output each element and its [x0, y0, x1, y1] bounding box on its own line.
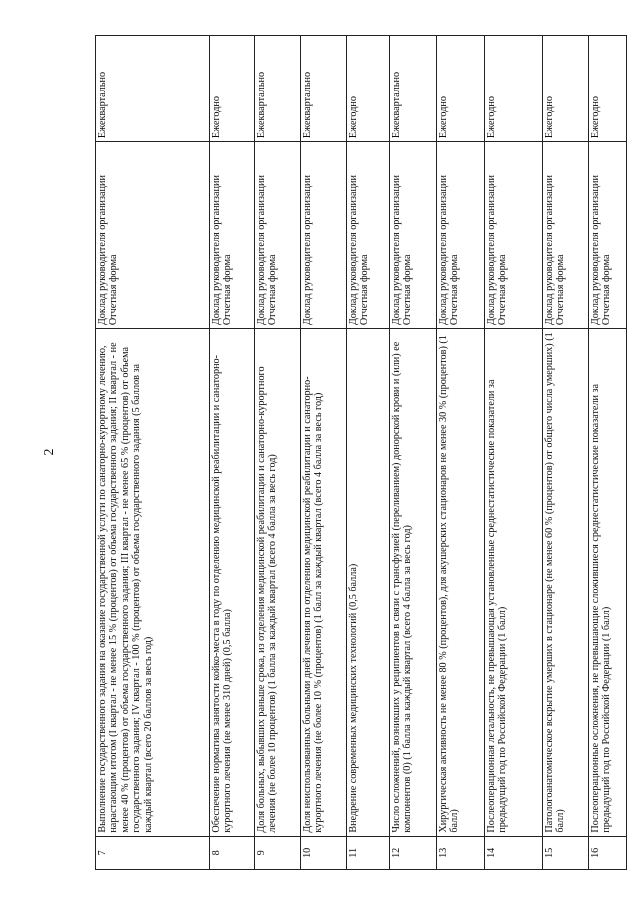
indicator-text: Доля неиспользованных больными дней лечения по отделению медицинской реабилитации и санаторно-курортного лечения (не более 10 % (процентов) (1 балл за каждый квартал (всего 4 балла за весь год) — [301, 329, 347, 836]
indicator-text: Доля больных, выбывших раньше срока, из отделения медицинской реабилитации и санаторно-курортного лечения (не более 10 процентов) (1 балла за каждый квартал (всего 4 балла за весь год) — [255, 329, 301, 836]
indicator-text: Послеоперационные осложнения, не превышающие сложившиеся среднестатистические показатели за предыдущий год по Российской Федерации (1 балл) — [589, 329, 627, 836]
indicator-text: Число осложнений, возникших у реципиентов в связи с трансфузией (переливанием) донорской крови и (или) ее компонентов (0) (1 балла за каждый квартал (всего 4 балла за весь год) — [390, 329, 437, 836]
row-number: 16 — [589, 836, 627, 869]
rotated-table-container — [95, 35, 613, 870]
reporting-period: Ежеквартально — [390, 36, 437, 142]
table-row — [210, 36, 255, 870]
table-row — [437, 36, 485, 870]
table-row — [485, 36, 543, 870]
reporting-period: Ежегодно — [437, 36, 485, 142]
report-form: Доклад руководителя организации Отчетная форма — [96, 142, 210, 329]
indicators-table — [95, 35, 627, 870]
row-number: 12 — [390, 836, 437, 869]
reporting-period: Ежегодно — [485, 36, 543, 142]
report-form: Доклад руководителя организации Отчетная форма — [255, 142, 301, 329]
table-row — [543, 36, 589, 870]
reporting-period: Ежегодно — [589, 36, 627, 142]
report-form: Доклад руководителя организации Отчетная форма — [347, 142, 390, 329]
indicator-text: Выполнение государственного задания на оказание государственной услуги по санаторно-курортному лечению, нарастающим итогом (I квартал - не менее 15 % (процентов) от объема государственного задания; II квартал - не менее 40 % (процентов) от объема государственного задания; III квартал - не менее 65 % (процентов) от объема государственного задания; IV квартал - 100 % (процентов) от объема государственного задания (5 баллов за каждый квартал (всего 20 баллов за весь год) — [96, 329, 210, 836]
reporting-period: Ежегодно — [347, 36, 390, 142]
table-row — [347, 36, 390, 870]
row-number: 10 — [301, 836, 347, 869]
row-number: 13 — [437, 836, 485, 869]
table-row — [96, 36, 210, 870]
reporting-period: Ежеквартально — [301, 36, 347, 142]
indicator-text: Послеоперационная летальность, не превышающая установленные среднестатистические показатели за предыдущий год по Российской Федерации (1 балл) — [485, 329, 543, 836]
row-number: 11 — [347, 836, 390, 869]
row-number: 14 — [485, 836, 543, 869]
report-form: Доклад руководителя организации Отчетная форма — [210, 142, 255, 329]
indicator-text: Обеспечение норматива занятости койко-места в году по отделению медицинской реабилитации и санаторно-курортного лечения (не менее 310 дней) (0,5 балла) — [210, 329, 255, 836]
report-form: Доклад руководителя организации Отчетная форма — [543, 142, 589, 329]
indicator-text: Внедрение современных медицинских технологий (0,5 балла) — [347, 329, 390, 836]
report-form: Доклад руководителя организации Отчетная форма — [485, 142, 543, 329]
report-form: Доклад руководителя организации Отчетная форма — [589, 142, 627, 329]
indicators-table-body — [96, 36, 627, 870]
indicator-text: Патологоанатомическое вскрытие умерших в стационаре (не менее 60 % (процентов) от общего числа умерших) (1 балл) — [543, 329, 589, 836]
table-row — [255, 36, 301, 870]
row-number: 15 — [543, 836, 589, 869]
report-form: Доклад руководителя организации Отчетная форма — [390, 142, 437, 329]
reporting-period: Ежегодно — [543, 36, 589, 142]
table-row — [589, 36, 627, 870]
row-number: 7 — [96, 836, 210, 869]
table-row — [301, 36, 347, 870]
reporting-period: Ежегодно — [210, 36, 255, 142]
table-row — [390, 36, 437, 870]
row-number: 9 — [255, 836, 301, 869]
indicator-text: Хирургическая активность не менее 80 % (процентов), для акушерских стационаров не менее 30 % (процентов) (1 балл) — [437, 329, 485, 836]
report-form: Доклад руководителя организации Отчетная форма — [437, 142, 485, 329]
row-number: 8 — [210, 836, 255, 869]
reporting-period: Ежеквартально — [255, 36, 301, 142]
report-form: Доклад руководителя организации — [301, 142, 347, 329]
reporting-period: Ежеквартально — [96, 36, 210, 142]
page-number: 2 — [42, 448, 57, 456]
